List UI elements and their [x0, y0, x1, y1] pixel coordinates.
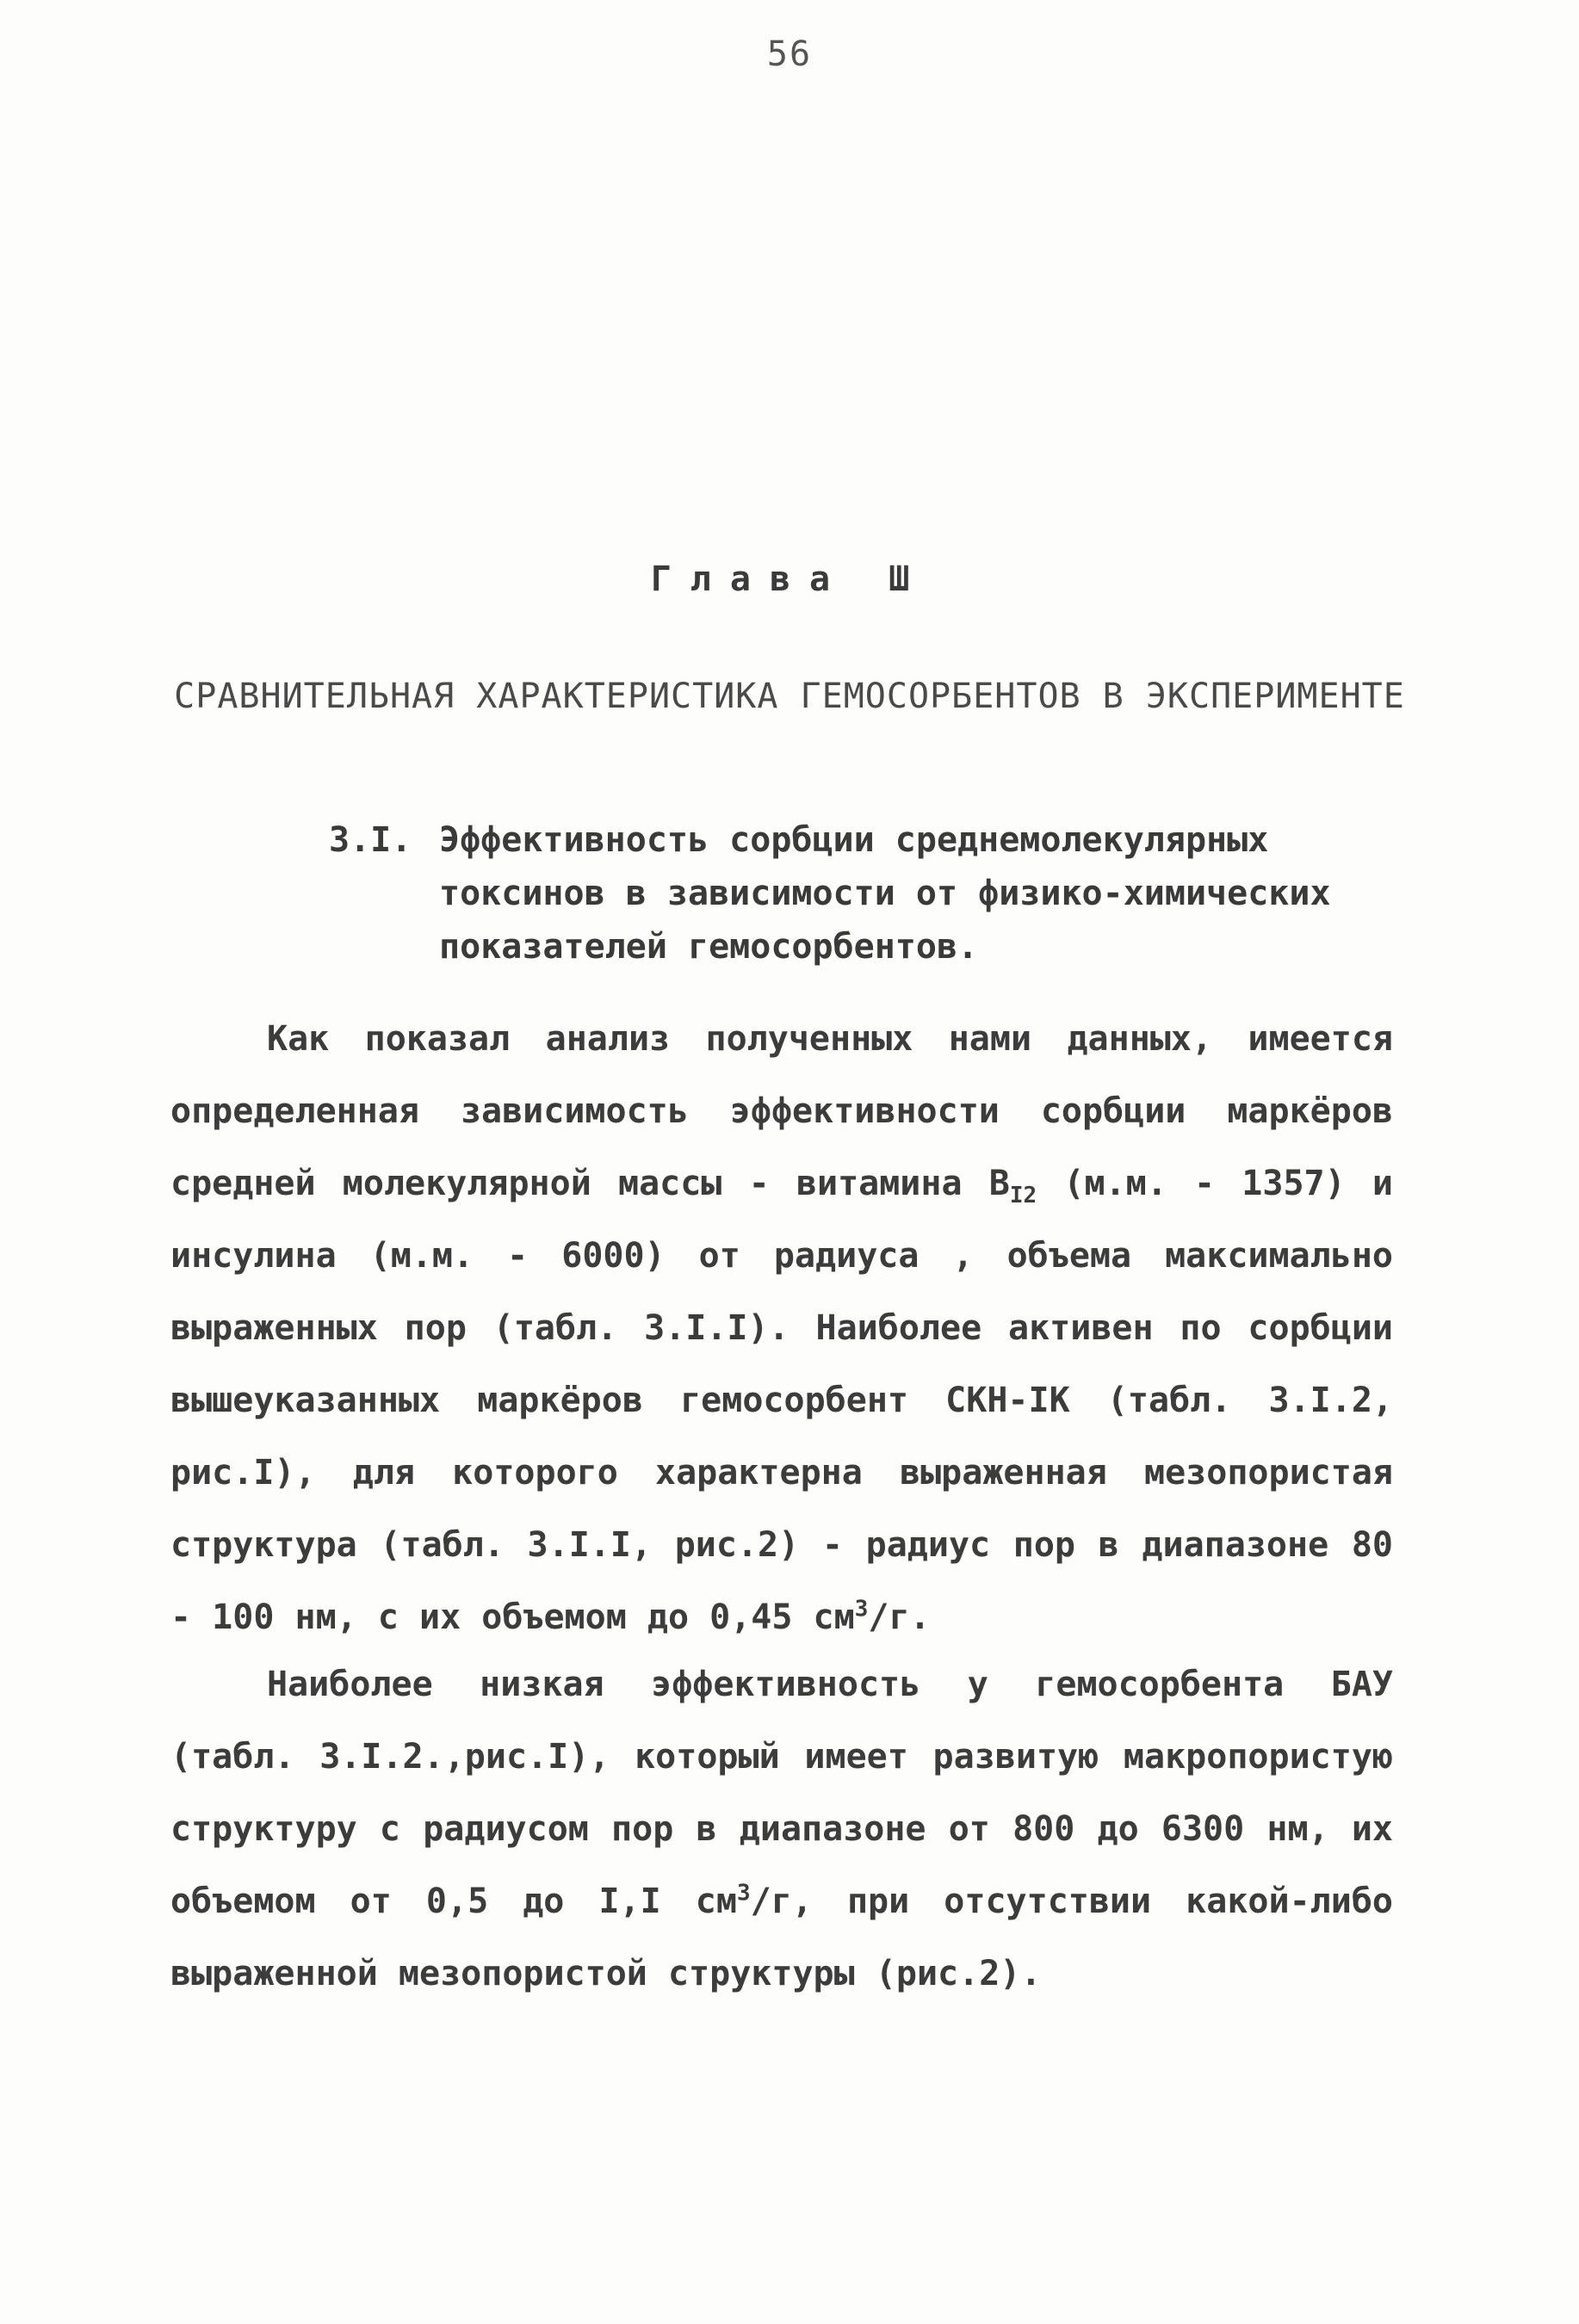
- section-number: 3.I.: [329, 820, 412, 860]
- superscript: 3: [736, 1880, 751, 1907]
- body-paragraph-1: [170, 1003, 1393, 1653]
- paragraph-segment: Как показал анализ полученных нами данных, имеется определенная зависимость эффективности сорбции маркёров средней молекулярной массы - витамина B: [170, 1019, 1393, 1203]
- paragraph-segment: /г, при отсутствии какой-либо выраженной мезопористой структуры (рис.2).: [170, 1882, 1393, 1993]
- section-heading: [329, 813, 1405, 973]
- paragraph-text: [170, 1648, 1393, 2010]
- superscript: 3: [854, 1596, 869, 1622]
- paragraph-segment: (м.м. - 1357) и инсулина (м.м. - 6000) от радиуса , объема максимально выраженных пор (табл. 3.I.I). Наиболее активен по сорбции вышеуказанных маркёров гемосорбент СКН-IК (табл. 3.I.2, рис.I), для которого характерна выраженная мезопористая структура (табл. 3.I.I, рис.2) - радиус пор в диапазоне 80 - 100 нм, с их объемом до 0,45 см: [170, 1164, 1394, 1637]
- section-title: Эффективность сорбции среднемолекулярных токсинов в зависимости от физико-химических показателей гемосорбентов.: [439, 820, 1331, 967]
- chapter-heading: Глава Ш: [650, 559, 929, 599]
- chapter-title: СРАВНИТЕЛЬНАЯ ХАРАКТЕРИСТИКА ГЕМОСОРБЕНТОВ В ЭКСПЕРИМЕНТЕ: [174, 677, 1405, 716]
- subscript: I2: [1009, 1183, 1037, 1208]
- paragraph-segment: Наиболее низкая эффективность у гемосорбента БАУ (табл. 3.I.2.,рис.I), который имеет развитую макропористую структуру с радиусом пор в диапазоне от 800 до 6300 нм, их объемом от 0,5 до I,I см: [170, 1665, 1393, 1921]
- page-number: 56: [766, 34, 813, 74]
- paragraph-segment: /г.: [868, 1598, 931, 1637]
- paragraph-text: [170, 1003, 1393, 1653]
- body-paragraph-2: [170, 1648, 1393, 2010]
